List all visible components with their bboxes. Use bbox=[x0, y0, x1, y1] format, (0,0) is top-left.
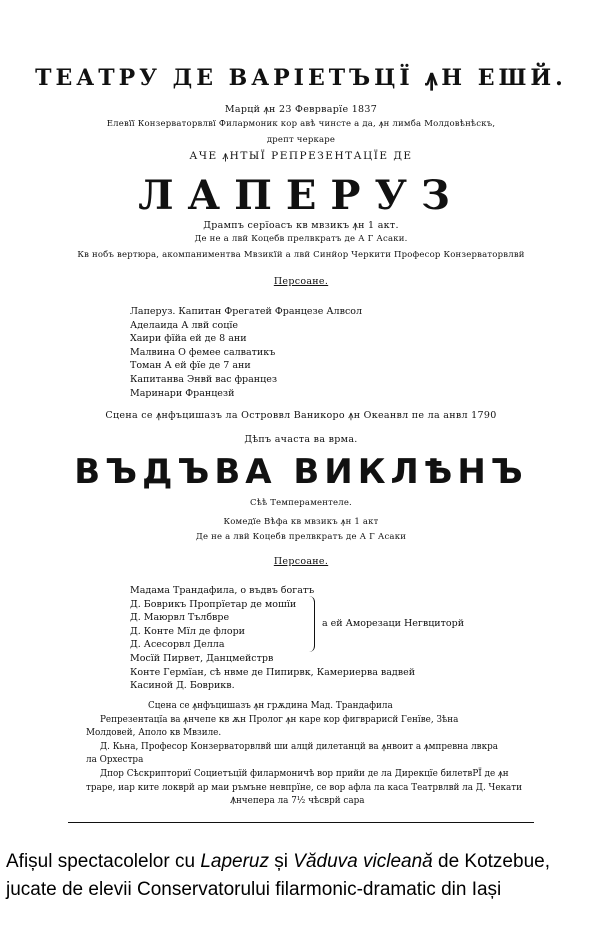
play2-cast-list bbox=[130, 584, 415, 693]
caption-part: Afișul spectacolelor cu bbox=[6, 851, 201, 872]
cast-item: Мосїй Пирвет, Данцмейстрв bbox=[130, 652, 274, 664]
play2-subtitle: Сѣѣ Темпераментеле. bbox=[250, 498, 352, 508]
note-line: Д. Кьна, Професор Конзерваторвлвй ши алцй дилетанцй ва ꙟнвоит а ꙟмпревна лвкра bbox=[100, 741, 498, 752]
play1-scene: Сцена се ꙟнфъцишазъ ла Островвл Ваникоро ꙟн Океанвл пе ла анвл 1790 bbox=[105, 410, 497, 421]
note-line: Ꙟнчепера ла 7½ чѣсврй сара bbox=[230, 796, 365, 807]
students-line: Елевїї Конзерваторвлвї Филармоник кор авѣ чинсте а да, ꙟн лимба Молдовѣнѣскъ, bbox=[106, 119, 496, 129]
play1-genre: Дрампъ серїоасъ кв мвзикъ ꙟн 1 акт. bbox=[203, 220, 399, 231]
cast-item: Конте Гермїан, сѣ нвме де Пипирвк, Камериерва вадвей bbox=[130, 666, 416, 678]
caption-title-vaduva: Văduva vicleană bbox=[293, 851, 433, 872]
play1-cast-list bbox=[130, 305, 362, 400]
suitors-label: а ей Аморезаци Негвциторй bbox=[322, 618, 465, 629]
after-line: Дѣпъ ачаста ва врма. bbox=[244, 434, 358, 445]
cast-item: Малвина О фемее салватикъ bbox=[130, 346, 276, 358]
play1-translator: Де не а лвй Коцебв прелвкратъ де А Г Асаки. bbox=[194, 234, 408, 244]
note-line: Репрезентацїа ва ꙟнчепе кв ѫн Пролог ꙟн каре кор фигврарисй Генїве, Зѣна bbox=[100, 714, 459, 725]
cast-item: Д. Маюрвл Тълбвре bbox=[130, 612, 230, 624]
caption-title-laperuz: Laperuz bbox=[200, 851, 269, 872]
drept-line: дрепт черкаре bbox=[266, 135, 336, 145]
cast-item: Капитанва Энвй вас францез bbox=[130, 373, 278, 385]
theatre-title: ТЕАТРУ ДЕ ВАРІЕТЪЦЇ ꙟН ЕШЙ. bbox=[35, 65, 567, 91]
aceste-line: АЧЕ ꙟНТЫЇ РЕПРЕЗЕНТАЦЇЕ ДЕ bbox=[189, 150, 413, 162]
cast-item: Маринари Францезй bbox=[130, 387, 235, 399]
play2-persoane-label: Персоане. bbox=[273, 556, 329, 567]
date-line: Марцй ꙟн 23 Феврварїе 1837 bbox=[224, 104, 378, 115]
note-line: траре, иар ките локврй ар маи ръмъне невпрїне, се вор афла ла каса Театрвлвй ла Д. Чекати bbox=[86, 782, 523, 793]
caption-part: și bbox=[269, 851, 294, 872]
play2-genre: Комедїе Вѣфа кв мвзикъ ꙟн 1 акт bbox=[223, 517, 379, 527]
play1-persoane-label: Персоане. bbox=[273, 276, 329, 287]
cast-item: Д. Асесорвл Делла bbox=[130, 639, 225, 651]
image-caption bbox=[0, 848, 602, 904]
note-line: ла Орхестра bbox=[86, 755, 144, 766]
suitors-brace bbox=[306, 596, 315, 652]
notes-block bbox=[86, 700, 523, 809]
cast-item: Аделаида А лвй соцїе bbox=[130, 319, 238, 331]
cast-item: Мадама Трандафила, о въдвъ богатъ bbox=[130, 585, 315, 596]
note-line: Молдовей, Аполо кв Мвзиле. bbox=[86, 728, 222, 739]
play1-title: ЛАПЕРУЗ bbox=[138, 172, 464, 219]
cast-item: Лаперуз. Капитан Фрегатей Францезе Алвсол bbox=[130, 306, 363, 317]
note-line: Сцена се ꙟнфъцишазъ ꙟн грѫдина Мад. Трандафила bbox=[148, 701, 393, 711]
cast-item: Томан А ей фїе де 7 ани bbox=[130, 360, 251, 372]
bottom-rule bbox=[68, 822, 534, 823]
cast-item: Касиной Д. Боврикв. bbox=[130, 680, 235, 692]
caption-part: de Kotzebue, jucate de elevii Conservatorului filarmonic-dramatic din Iași bbox=[6, 851, 550, 900]
play2-title: ВЪДЪВА ВИКЛѢНЪ bbox=[74, 452, 528, 492]
cast-item: Д. Боврикъ Пропрїетар де мошїи bbox=[130, 598, 297, 610]
play1-music: Кв нобъ вертюра, акомпаниментва Мвзикїй а лвй Синйор Черкити Професор Конзерваторвлвй bbox=[77, 250, 525, 260]
play2-translator: Де не а лвй Коцебв прелвкратъ де А Г Асаки bbox=[195, 532, 407, 542]
note-line: Дпор Сѣскрипториї Социетъцїй филармоничѣ вор прийи де ла Дирекцїе билетвРЇ де ꙟн bbox=[100, 768, 509, 779]
cast-item: Хаири фїйа ей де 8 ани bbox=[130, 333, 247, 345]
cast-item: Д. Конте Мїл де флори bbox=[130, 625, 245, 637]
